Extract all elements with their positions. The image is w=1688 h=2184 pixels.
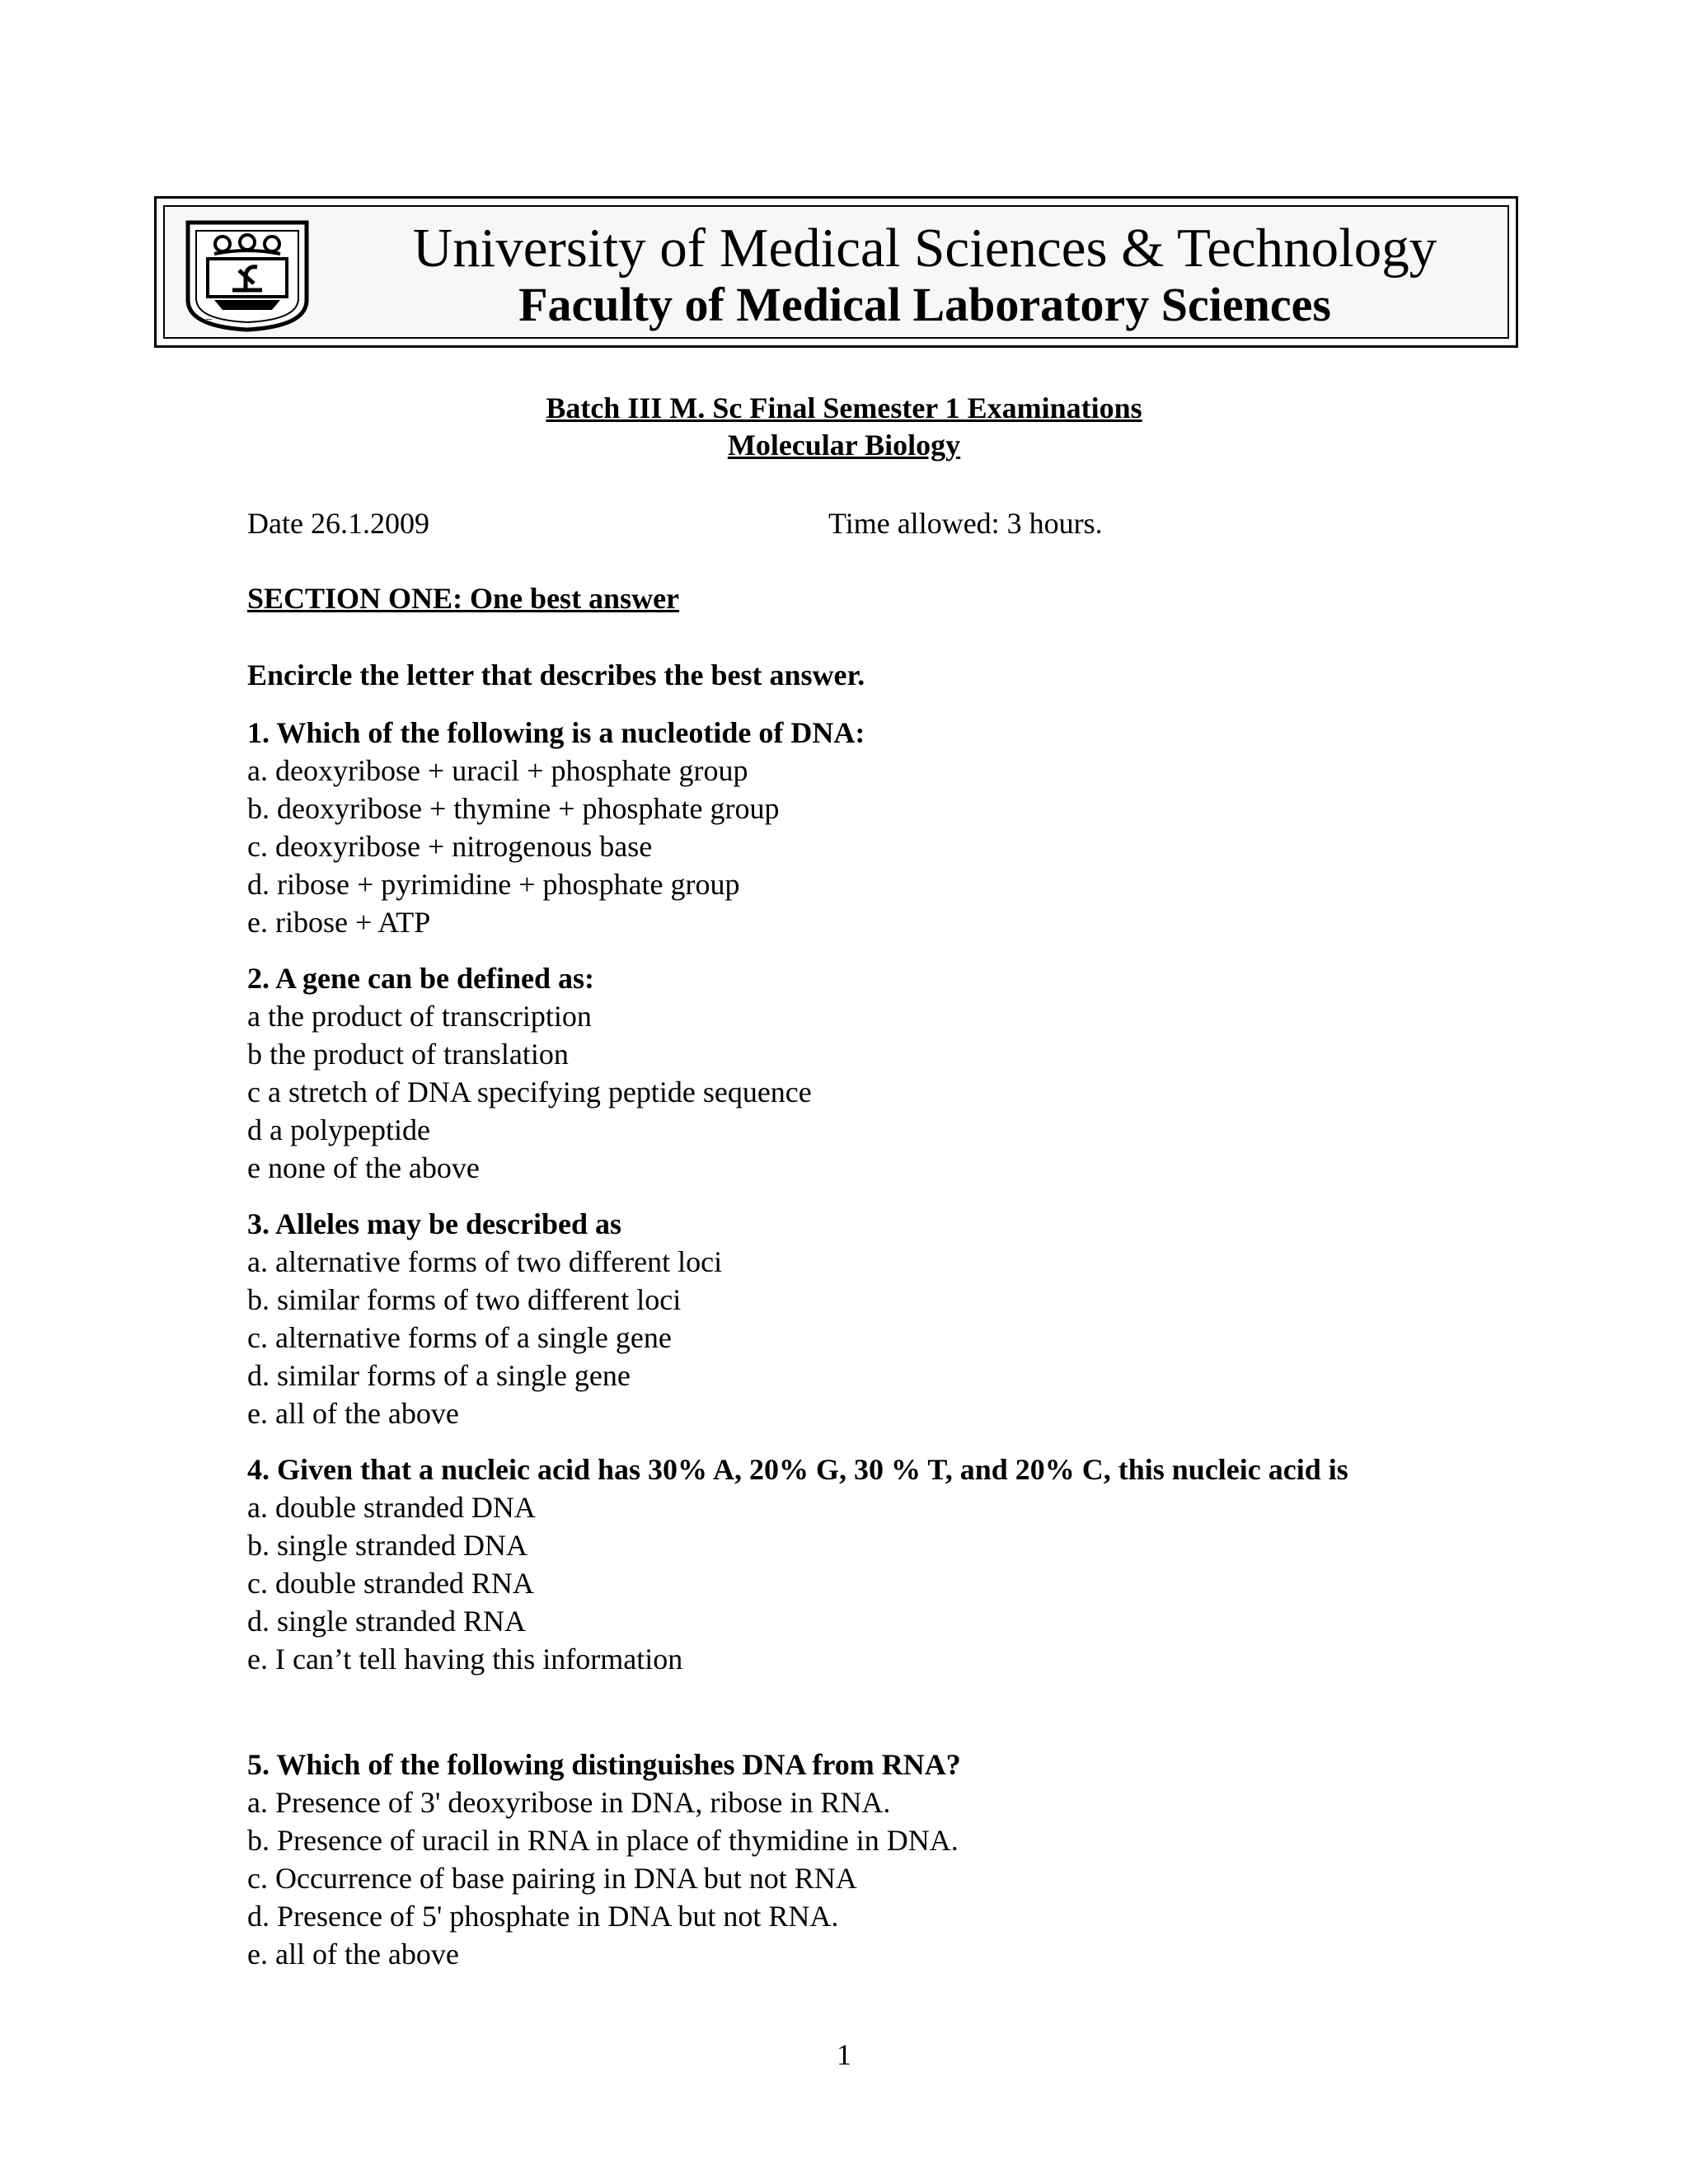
question-stem: 5. Which of the following distinguishes DNA from RNA? (247, 1748, 961, 1781)
answer-option[interactable]: a. double stranded DNA (247, 1491, 536, 1524)
question-5 (247, 1746, 1442, 1973)
answer-option[interactable]: b. Presence of uracil in RNA in place of thymidine in DNA. (247, 1824, 959, 1857)
answer-option[interactable]: a. alternative forms of two different loci (247, 1245, 723, 1278)
answer-option[interactable]: e. all of the above (247, 1397, 459, 1430)
faculty-name: Faculty of Medical Laboratory Sciences (518, 278, 1331, 331)
answer-option[interactable]: b. similar forms of two different loci (247, 1283, 682, 1316)
university-crest-icon (181, 218, 313, 333)
question-4 (247, 1451, 1418, 1678)
answer-option[interactable]: a. Presence of 3' deoxyribose in DNA, ribose in RNA. (247, 1786, 891, 1819)
answer-option[interactable]: b. single stranded DNA (247, 1529, 528, 1562)
answer-option[interactable]: c. alternative forms of a single gene (247, 1321, 672, 1354)
section-heading: SECTION ONE: One best answer (247, 582, 680, 615)
answer-option[interactable]: d. single stranded RNA (247, 1605, 526, 1638)
header-inner-frame (163, 205, 1509, 339)
section-instruction: Encircle the letter that describes the best answer. (247, 658, 865, 691)
question-stem: 1. Which of the following is a nucleotide of DNA: (247, 716, 865, 749)
exam-title: Batch III M. Sc Final Semester 1 Examinations (546, 391, 1142, 424)
answer-option[interactable]: d. Presence of 5' phosphate in DNA but not RNA. (247, 1900, 839, 1933)
answer-option[interactable]: e. ribose + ATP (247, 906, 431, 939)
answer-option[interactable]: b the product of translation (247, 1038, 569, 1071)
svg-text:ـــ: ـــ (206, 314, 213, 321)
exam-date: Date 26.1.2009 (247, 507, 429, 540)
answer-option[interactable]: d a polypeptide (247, 1113, 430, 1146)
answer-option[interactable]: c. deoxyribose + nitrogenous base (247, 830, 653, 863)
answer-option[interactable]: c. double stranded RNA (247, 1567, 534, 1600)
question-stem: 4. Given that a nucleic acid has 30% A, 20% G, 30 % T, and 20% C, this nucleic acid is (247, 1453, 1348, 1486)
answer-option[interactable]: e none of the above (247, 1151, 480, 1184)
answer-option[interactable]: b. deoxyribose + thymine + phosphate group (247, 792, 780, 825)
question-2 (247, 959, 1442, 1187)
question-1 (247, 714, 1442, 941)
time-allowed: Time allowed: 3 hours. (828, 507, 1103, 540)
question-3 (247, 1205, 1442, 1432)
question-stem: 3. Alleles may be described as (247, 1207, 621, 1240)
question-stem: 2. A gene can be defined as: (247, 962, 595, 995)
answer-option[interactable]: e. all of the above (247, 1938, 459, 1971)
answer-option[interactable]: a the product of transcription (247, 1000, 592, 1033)
answer-option[interactable]: c. Occurrence of base pairing in DNA but not RNA (247, 1862, 857, 1895)
header-box (154, 196, 1518, 348)
answer-option[interactable]: c a stretch of DNA specifying peptide sequence (247, 1076, 812, 1108)
answer-option[interactable]: a. deoxyribose + uracil + phosphate group (247, 754, 748, 787)
answer-option[interactable]: d. similar forms of a single gene (247, 1359, 631, 1392)
page-number: 1 (837, 2038, 851, 2071)
course-title: Molecular Biology (727, 429, 961, 462)
answer-option[interactable]: e. I can’t tell having this information (247, 1643, 683, 1675)
answer-option[interactable]: d. ribose + pyrimidine + phosphate group (247, 868, 740, 901)
university-name: University of Medical Sciences & Technology (412, 218, 1437, 279)
